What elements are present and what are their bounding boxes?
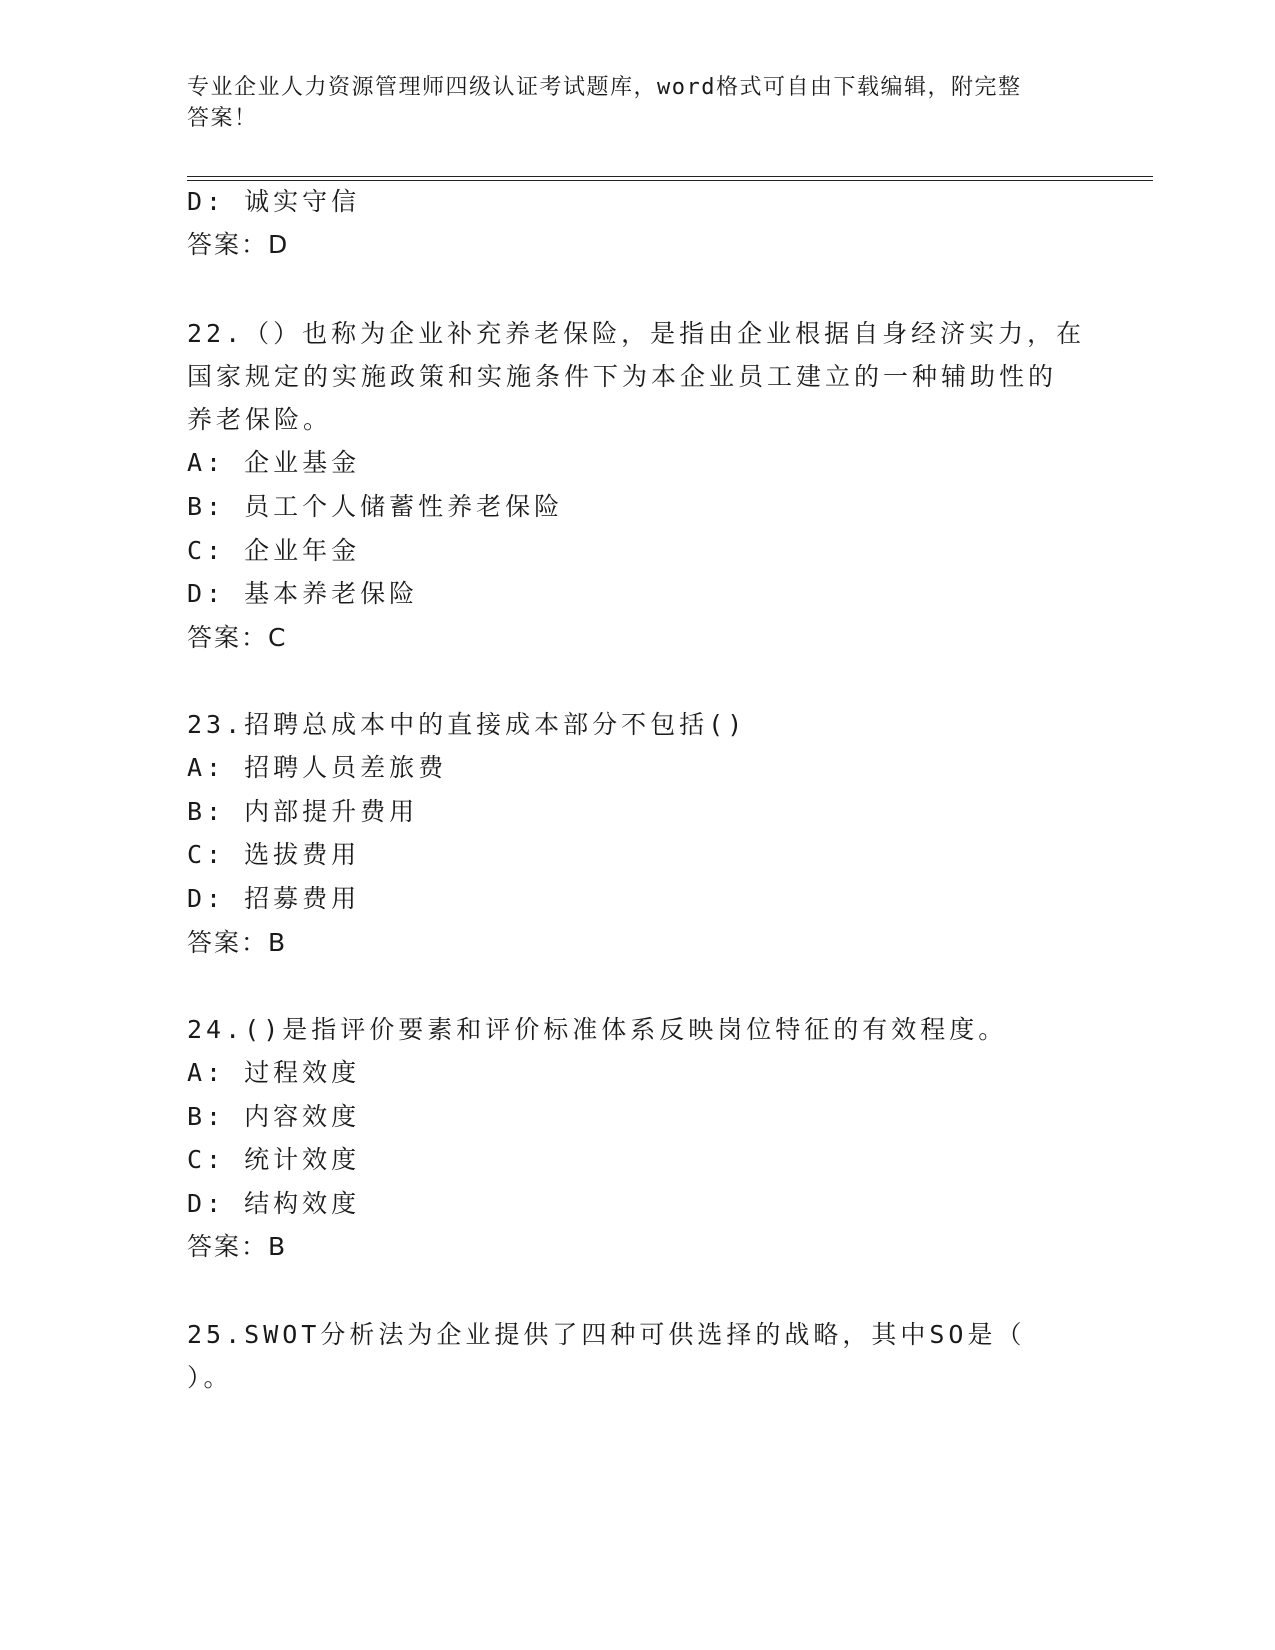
question-24-option-b: B: 内容效度 bbox=[187, 1102, 361, 1131]
header-line-2: 答案！ bbox=[187, 106, 258, 131]
question-22-stem-line-1: 22.（）也称为企业补充养老保险，是指由企业根据自身经济实力，在 bbox=[187, 319, 1086, 348]
question-23-answer: 答案：B bbox=[187, 928, 288, 957]
question-23-option-a: A: 招聘人员差旅费 bbox=[187, 753, 448, 782]
question-22-option-c: C: 企业年金 bbox=[187, 536, 361, 565]
question-23-stem: 23.招聘总成本中的直接成本部分不包括() bbox=[187, 710, 747, 739]
question-22-option-d: D: 基本养老保险 bbox=[187, 579, 419, 608]
option-d: D: 诚实守信 bbox=[187, 187, 361, 216]
question-25-stem-line-1: 25.SWOT分析法为企业提供了四种可供选择的战略，其中SO是（ bbox=[187, 1320, 1026, 1349]
question-23-option-c: C: 选拔费用 bbox=[187, 840, 361, 869]
question-23-option-b: B: 内部提升费用 bbox=[187, 797, 419, 826]
question-24-option-c: C: 统计效度 bbox=[187, 1145, 361, 1174]
question-25-stem-line-2: ）。 bbox=[187, 1363, 233, 1392]
header-divider-bottom bbox=[187, 180, 1153, 181]
question-24-stem: 24.()是指评价要素和评价标准体系反映岗位特征的有效程度。 bbox=[187, 1015, 1008, 1044]
answer-line: 答案：D bbox=[187, 230, 290, 259]
header-line-1: 专业企业人力资源管理师四级认证考试题库，word格式可自由下载编辑，附完整 bbox=[187, 75, 1022, 100]
question-23-option-d: D: 招募费用 bbox=[187, 884, 361, 913]
question-24-option-d: D: 结构效度 bbox=[187, 1189, 361, 1218]
question-22-answer: 答案：C bbox=[187, 623, 288, 652]
question-22-stem-line-2: 国家规定的实施政策和实施条件下为本企业员工建立的一种辅助性的 bbox=[187, 362, 1058, 391]
question-22-stem-line-3: 养老保险。 bbox=[187, 405, 333, 434]
document-header bbox=[187, 72, 1067, 134]
question-22-option-a: A: 企业基金 bbox=[187, 448, 361, 477]
question-22-option-b: B: 员工个人储蓄性养老保险 bbox=[187, 492, 564, 521]
question-24-option-a: A: 过程效度 bbox=[187, 1058, 361, 1087]
header-divider-top bbox=[187, 176, 1153, 177]
question-24-answer: 答案：B bbox=[187, 1232, 288, 1261]
